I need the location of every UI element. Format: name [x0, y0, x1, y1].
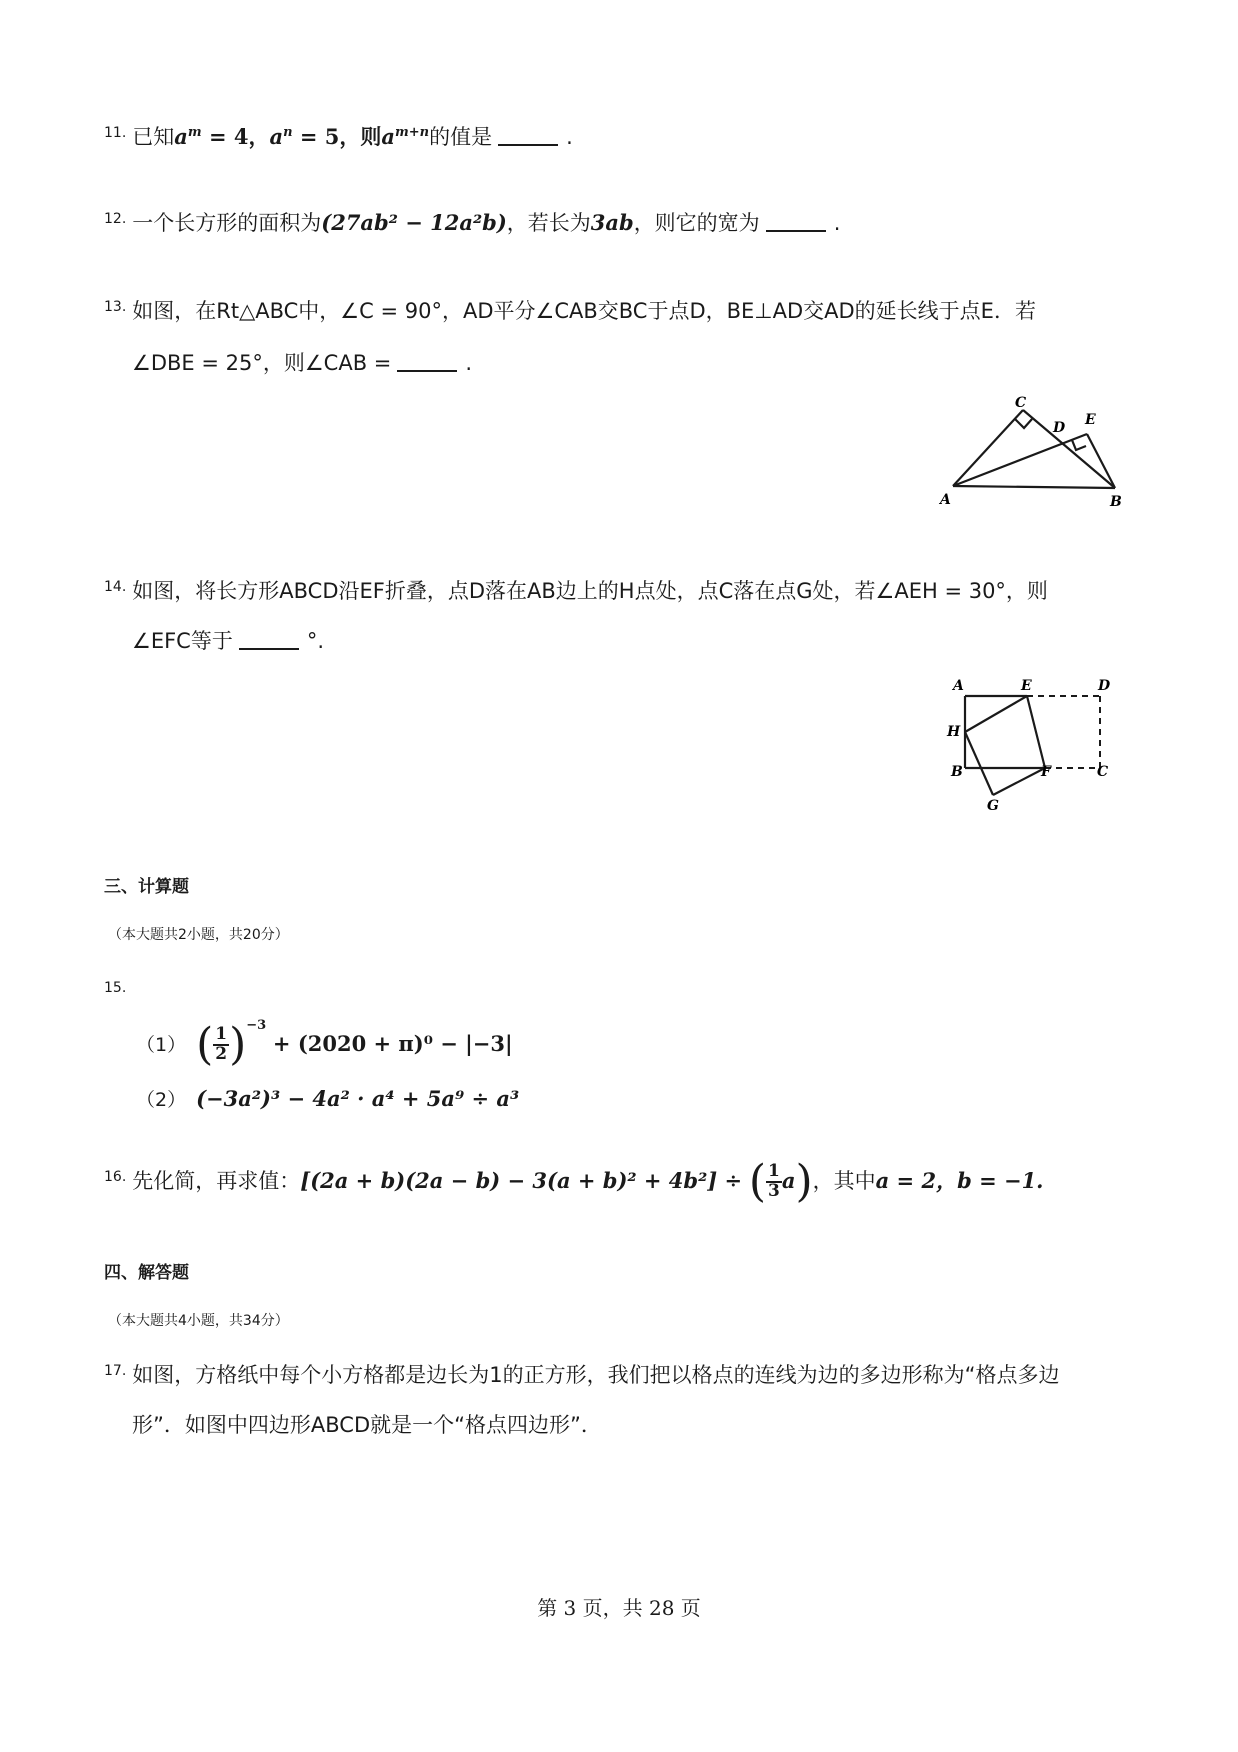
- label-C: C: [1097, 764, 1109, 780]
- answer-blank: [766, 212, 826, 232]
- section-4-title: 四、解答题: [104, 1263, 189, 1283]
- question-17-line2: 形”．如图中四边形ABCD就是一个“格点四边形”．: [132, 1413, 602, 1437]
- label-A: A: [953, 678, 964, 694]
- question-15-part-1: （1） ( $\frac{1}{2}$ )$^{-3}$ + (2020 + π)⁰ − |−3|: [136, 1018, 513, 1070]
- question-number: 12.: [104, 211, 127, 227]
- label-E: E: [1021, 678, 1032, 694]
- question-13-line2: ∠DBE = 25°，则∠CAB = .: [132, 351, 473, 375]
- question-14-line2: ∠EFC等于 °.: [132, 629, 325, 653]
- label-E: E: [1085, 412, 1096, 428]
- label-F: F: [1041, 764, 1051, 780]
- question-17: $^{17.}$ 如图，方格纸中每个小方格都是边长为1的正方形，我们把以格点的连线为边的多边形称为“格点多边: [104, 1363, 1060, 1387]
- question-15: [104, 972, 132, 998]
- triangle-figure-q13: [935, 390, 1135, 515]
- answer-blank: [239, 630, 299, 650]
- answer-blank: [397, 352, 457, 372]
- answer-blank: [498, 126, 558, 146]
- fold-figure-q14: [935, 672, 1135, 822]
- section-3-note: （本大题共2小题，共20分）: [108, 927, 289, 943]
- label-B: B: [1110, 494, 1122, 510]
- section-4-note: （本大题共4小题，共34分）: [108, 1313, 289, 1329]
- label-D: D: [1098, 678, 1111, 694]
- label-A: A: [940, 492, 951, 508]
- question-number: 15.: [104, 980, 127, 996]
- question-11: $^{11.}$ 已知$a^m = 4$，$a^n = 5$，则$a^{m+n}$的值是 .: [104, 124, 573, 149]
- label-H: H: [947, 724, 961, 740]
- page-footer: 第 3 页，共 28 页: [537, 1596, 701, 1620]
- question-12: $^{12.}$ 一个长方形的面积为(27ab² − 12a²b)，若长为3ab，则它的宽为 .: [104, 210, 841, 235]
- section-3-title: 三、计算题: [104, 877, 189, 897]
- question-number: 17.: [104, 1363, 127, 1379]
- question-number: 11.: [104, 125, 127, 141]
- question-number: 16.: [104, 1169, 127, 1185]
- question-number: 14.: [104, 579, 127, 595]
- label-B: B: [951, 764, 963, 780]
- question-number: 13.: [104, 299, 127, 315]
- label-C: C: [1015, 395, 1027, 411]
- fraction: $\frac{1}{2}$: [215, 1024, 228, 1064]
- question-16: $^{16.}$ 先化简，再求值：[(2a + b)(2a − b) − 3(a + b)² + 4b²] ÷ ( $\frac{1}{3}$ a)，其中a = 2，b = −1.: [104, 1156, 1044, 1207]
- label-G: G: [987, 798, 999, 814]
- fraction: $\frac{1}{3}$: [768, 1161, 780, 1201]
- question-15-part-2: （2） (−3a²)³ − 4a² · a⁴ + 5a⁹ ÷ a³: [136, 1086, 520, 1111]
- question-13: $^{13.}$ 如图，在Rt△ABC中，∠C = 90°，AD平分∠CAB交BC于点D，BE⊥AD交AD的延长线于点E．若: [104, 299, 1036, 323]
- question-14: $^{14.}$ 如图，将长方形ABCD沿EF折叠，点D落在AB边上的H点处，点C落在点G处，若∠AEH = 30°，则: [104, 579, 1048, 603]
- label-D: D: [1053, 420, 1066, 436]
